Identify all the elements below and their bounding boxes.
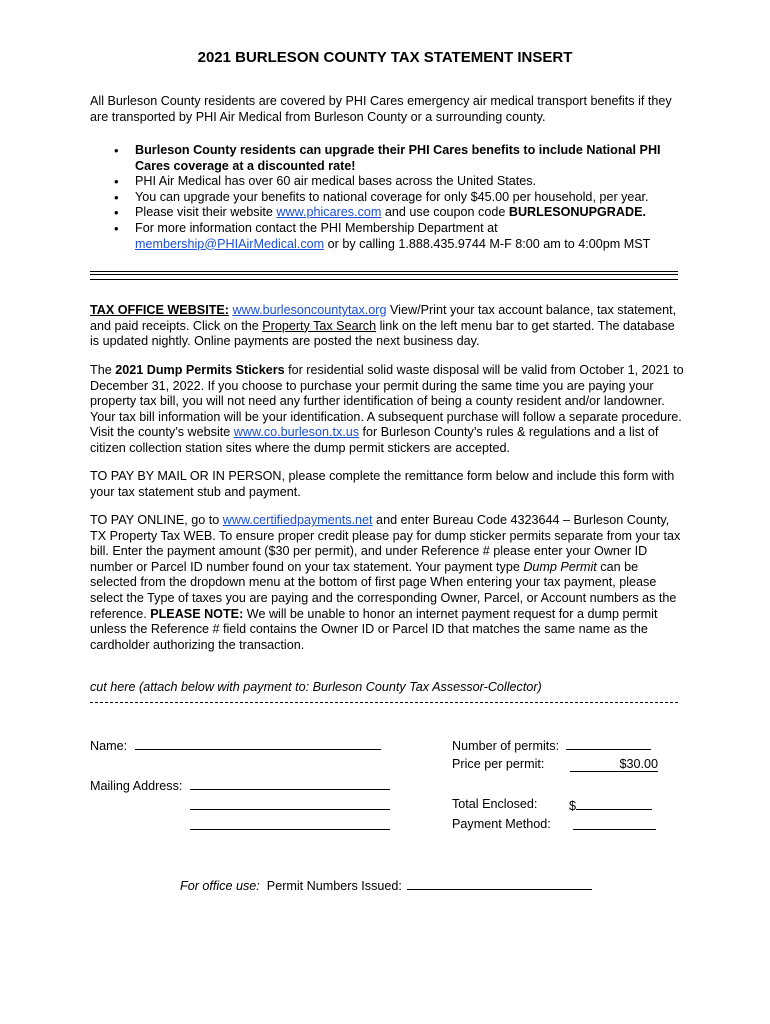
county-website-link[interactable]: www.co.burleson.tx.us [233,425,360,440]
bullet-upgrade: • Burleson County residents can upgrade their PHI Cares benefits to include National PHI Cares coverage at a discounted rate! [112,143,682,174]
price-field [452,757,544,773]
bullet-contact: • For more information contact the PHI Membership Department at membership@PHIAirMedical.com or by calling 1.888.435.9744 M-F 8:00 am to 4:00pm MST [112,221,682,252]
mailing-address-field [90,777,390,795]
permits-label: Number of permits: [452,739,560,753]
name-input-line[interactable] [135,737,381,750]
price-label: Price per permit: [452,757,545,771]
permits-input-line[interactable] [566,737,651,750]
name-field [90,737,381,755]
bullet-website: • Please visit their website www.phicares.com and use coupon code BURLESONUPGRADE. [112,205,682,221]
address-line-3[interactable] [190,817,390,830]
address-line-2[interactable] [190,797,390,810]
total-enclosed-input[interactable]: $ [569,797,652,815]
address-line-1[interactable] [190,777,390,790]
tax-office-link[interactable]: www.burlesoncountytax.org [232,303,387,317]
name-label: Name: [90,739,128,753]
mailing-address-label: Mailing Address: [90,779,183,793]
payment-method-label: Payment Method: [452,817,551,831]
page-title: 2021 BURLESON COUNTY TAX STATEMENT INSERT [197,49,573,66]
bullet-price: • You can upgrade your benefits to national coverage for only $45.00 per household, per year. [112,190,682,206]
permits-field [452,737,651,755]
cut-here-note: cut here (attach below with payment to: Burleson County Tax Assessor-Collector) [90,680,542,694]
phi-bullet-list [112,143,682,252]
property-tax-search-link[interactable]: Property Tax Search [262,318,377,333]
address-line-3-wrap [190,817,390,835]
payment-method-input[interactable] [573,817,656,835]
coupon-code: BURLESONUPGRADE. [508,205,646,220]
office-use-field [180,877,592,895]
permit-numbers-line[interactable] [407,877,592,890]
certified-payments-link[interactable]: www.certifiedpayments.net [222,513,373,527]
section-separator [90,270,678,280]
price-value-wrap [570,757,658,772]
payment-method-line[interactable] [573,817,656,830]
bullet-bases: • PHI Air Medical has over 60 air medical bases across the United States. [112,174,682,190]
total-enclosed-line[interactable] [576,797,652,810]
payment-method-field [452,817,551,833]
office-use-label: For office use: [180,879,260,893]
total-enclosed-label: Total Enclosed: [452,797,538,811]
total-enclosed-field [452,797,537,813]
tax-office-paragraph: TAX OFFICE WEBSITE: www.burlesoncountytax.org View/Print your tax account balance, tax statement, and paid receipts. Click on the Property Tax Search link on the left menu bar to get started. The database is updated nightly. Online payments are posted the next business day. [90,303,677,349]
pay-online-paragraph: TO PAY ONLINE, go to www.certifiedpayments.net and enter Bureau Code 4323644 – Burleson County, TX Property Tax WEB. To ensure proper credit please pay for dump sticker permits separate from your tax bill. Enter the payment amount ($30 per permit), and under Reference # please enter your Owner ID number or Parcel ID number found on your tax statement. Your payment type Dump Permit can be selected from the dropdown menu at the bottom of first page When entering your tax payment, please select the Type of taxes you are paying and the corresponding Owner, Parcel, or Account numbers as the reference. PLEASE NOTE: We will be unable to honor an internet payment request for a dump permit unless the Reference # field contains the Owner ID or Parcel ID that matches the same name as the cardholder authorizing the transaction. [90,513,681,652]
pay-by-mail-paragraph: TO PAY BY MAIL OR IN PERSON, please complete the remittance form below and include this form with your tax statement stub and payment. [90,469,675,499]
permit-numbers-label: Permit Numbers Issued: [266,879,402,893]
phicares-link[interactable]: www.phicares.com [276,205,382,220]
price-value: $30.00 [619,757,658,771]
cut-line [90,702,678,703]
intro-paragraph: All Burleson County residents are covered by PHI Cares emergency air medical transport benefits if they are transported by PHI Air Medical from Burleson County or a surrounding county. [90,94,672,124]
dump-permit-paragraph: The 2021 Dump Permits Stickers for residential solid waste disposal will be valid from October 1, 2021 to December 31, 2022. If you choose to purchase your permit during the same time you are paying your property tax bill, you will not need any further identification of being a county resident and/or landowner. Your tax bill information will be your identification. A subsequent purchase will follow a separate procedure. Visit the county’s website www.co.burleson.tx.us for Burleson County’s rules & regulations and a list of citizen collection station sites where the dump permit stickers are accepted. [90,363,684,455]
membership-email-link[interactable]: membership@PHIAirMedical.com [135,236,325,251]
address-line-2-wrap [190,797,390,815]
tax-office-label: TAX OFFICE WEBSITE: [90,303,229,317]
